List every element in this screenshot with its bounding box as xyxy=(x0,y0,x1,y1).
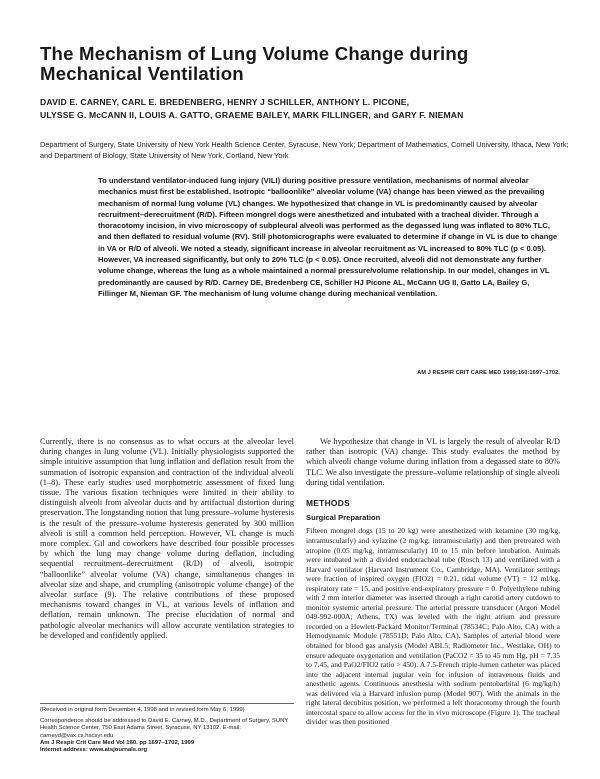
abstract xyxy=(98,175,560,299)
intro-paragraph-1: Currently, there is no consensus as to what occurs at the alveolar level during changes in lung volume (VL). Initially physiologists supported the simple intuitive assumption that lung inflation and deflation result from the summation of isotropic expansion and contraction of the individual alveoli (1–8). These early studies used morphometric assessment of fixed lung tissue. The various fixation techniques were limited in their ability to distinguish alveoli from alveolar ducts and by artifactual distortion during preservation. The longstanding notion that lung pressure–volume hysteresis is the result of the pressure–volume hysteresis generated by 300 million alveoli is still a common held perception. However, VL change is much more complex. Gil and coworkers have described four possible processes by which the lung may change volume during deflation, including sequential recruitment–derecruitment (R/D) of alveoli, isotropic “balloonlike” alveolar volume (VA) change, simultaneous changes in alveolar size and shape, and crumpling (anisotropic volume change) of the alveolar surface (9). The relative contributions of these proposed mechanisms toward changes in VL, at various levels of inflation and deflation, remain unknown. The precise elucidation of normal and pathologic alveolar mechanics will allow accurate ventilation strategies to be developed and confidently applied. xyxy=(40,437,294,640)
author-list xyxy=(40,96,562,121)
authors-line-2: ULYSSE G. McCANN II, LOUIS A. GATTO, GRAEME BAILEY, MARK FILLINGER, and GARY F. NIEMAN xyxy=(40,109,464,120)
footnote-divider xyxy=(40,703,294,704)
surgical-preparation-heading: Surgical Preparation xyxy=(306,513,381,523)
received-note: (Received in original form December 4, 1998 and in revised form May 6, 1999) xyxy=(40,707,245,713)
correspondence-note: Correspondence should be addressed to David E. Carney, M.D., Department of Surgery, SUNY Health Science Center, 750 East Adams Street, Syracuse, NY 13102. E-mail: carneyd@vax.cs.hscsyr.edu xyxy=(40,718,289,739)
journal-footer: Am J Respir Crit Care Med Vol 160. pp 1697–1702, 1999 xyxy=(40,739,195,746)
affiliations: Department of Surgery, State University of New York Health Science Center, Syracuse, New York; Department of Mathematics, Cornell University, Ithaca, New York; and Department of Biology, State University of New York, Cortland, New York xyxy=(40,140,569,161)
left-column xyxy=(40,437,294,641)
journal-citation: AM J RESPIR CRIT CARE MED 1999;160:1697–1702. xyxy=(417,370,560,376)
methods-paragraph-1: Fifteen mongrel dogs (15 to 20 kg) were anesthetized with ketamine (30 mg/kg, intramuscularly) and xylazine (2 mg/kg, intramuscularly) and then pretreated with atropine (0.05 mg/kg, intramuscularly) 10 to 15 min before intubation. Animals were intubated with a divided endotracheal tube (Rosch 13) and ventilated with a Harvard ventilator (Harvard Instrument Co., Cambridge, MA). Ventilator settings were fraction of inspired oxygen (FIO2) = 0.21, tidal volume (VT) = 12 ml/kg, respiratory rate = 15, and positive end-expiratory pressure = 0. Polyethylene tubing with 2 mm interior diameter was inserted through a right carotid artery cutdown to monitor systemic arterial pressure. The arterial pressure transducer (Argon Model 049-992-000A; Athens, TX) was leveled with the right atrium and pressure recorded on a Hewlett-Packard Monitor/Terminal (78534C; Palo Alto, CA) with a Hemodynamic Module (78551D; Palo Alto, CA). Samples of arterial blood were obtained for blood gas analysis (Model ABL5; Radiometer Inc., Westlake, OH) to ensure adequate oxygenation and ventilation (PaCO2 = 35 to 45 mm Hg, pH = 7.35 to 7.45, and PaO2/FIO2 ratio > 450). A 7.5-French triple-lumen catheter was placed into the adjacent internal jugular vein for infusion of intravenous fluids and anesthetic agents. Continuous anesthesia with sodium pentobarbital (6 mg/kg/h) was delivered via a Harvard infusion pump (Model 907). With the animals in the right lateral decubitus position, we performed a left thoracotomy through the fourth intercostal space to allow access for the in vivo microscope (Figure 1). The tracheal divider was then positioned xyxy=(306,526,560,727)
abstract-text: To understand ventilator-induced lung injury (VILI) during positive pressure ventilation, mechanisms of normal alveolar mechanics must first be established. Isotropic “balloonlike” alveolar volume (VA) change has been viewed as the prevailing mechanism of normal lung volume (VL) changes. We hypothesized that change in VL is predominantly caused by alveolar recruitment–derecruitment (R/D). Fifteen mongrel dogs were anesthetized and intubated with a tracheal divider. Through a thoracotomy incision, in vivo microscopy of subpleural alveoli was performed as the degassed lung was inflated to 80% TLC, and then deflated to residual volume (RV). Still photomicrographs were evaluated to determine if change in VL is due to change in VA or R/D of alveoli. We noted a steady, significant increase in alveolar recruitment as VL increased to 80% TLC (p < 0.05). However, VA increased significantly, but only to 20% TLC (p < 0.05). Once recruited, alveoli did not demonstrate any further volume change, whereas the lung as a whole maintained a normal pressure/volume relationship. In our model, changes in VL predominantly are caused by R/D. Carney DE, Bredenberg CE, Schiller HJ Picone AL, McCann UG II, Gatto LA, Bailey G, Fillinger M, Nieman GF. The mechanism of lung volume change during mechanical ventilation. xyxy=(98,176,558,298)
footnotes xyxy=(40,707,294,754)
methods-heading: METHODS xyxy=(306,498,350,509)
internet-address: Internet address: www.atsjournals.org xyxy=(40,747,148,754)
right-column xyxy=(306,437,560,727)
article-title: The Mechanism of Lung Volume Change during Mechanical Ventilation xyxy=(40,43,469,84)
intro-paragraph-2: We hypothesize that change in VL is largely the result of alveolar R/D rather than isotropic (VA) change. This study evaluates the method by which alveoli change volume during inflation from a degassed state to 80% TLC. We also investigate the pressure–volume relationship of single alveoli during tidal ventilation. xyxy=(306,437,560,487)
authors-line-1: DAVID E. CARNEY, CARL E. BREDENBERG, HENRY J SCHILLER, ANTHONY L. PICONE, xyxy=(40,97,410,107)
